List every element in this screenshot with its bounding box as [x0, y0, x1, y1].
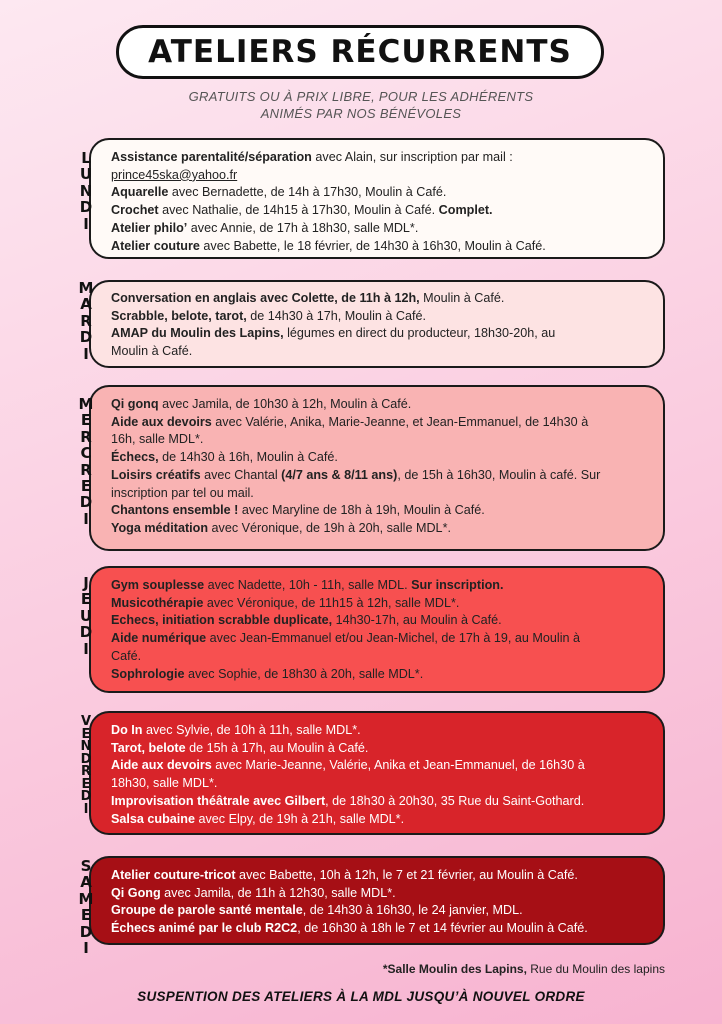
lundi-line	[111, 184, 649, 202]
activity-name: Crochet	[111, 203, 159, 218]
mercredi-line	[111, 502, 649, 520]
day-label-text	[79, 396, 94, 527]
activity-details: 16h, salle MDL*.	[111, 432, 204, 447]
activity-details: avec Maryline de 18h à 19h, Moulin à Café.	[238, 503, 485, 518]
activity-name: Qi gonq	[111, 397, 159, 411]
day-label-letter: R	[80, 764, 91, 779]
activity-details: , de 15h à 16h30, Moulin à café. Sur	[397, 467, 601, 482]
activity-name: Aide numérique	[111, 631, 207, 646]
day-label-text	[80, 150, 93, 232]
mercredi-line	[111, 431, 649, 449]
day-label-letter: D	[80, 789, 92, 804]
activity-details: avec Marie-Jeanne, Valérie, Anika et Jean-Emmanuel, de 16h30 à	[211, 758, 585, 773]
activity-name: Conversation en anglais avec Colette, de 11h à 12h,	[111, 291, 420, 305]
day-label-letter: D	[79, 493, 93, 512]
day-label-jeudi	[76, 575, 96, 657]
activity-details: avec Nathalie, de 14h15 à 17h30, Moulin à Café.	[158, 203, 439, 218]
activity-details: Moulin à Café.	[419, 291, 505, 305]
mercredi-line	[111, 396, 649, 414]
day-box-mardi	[89, 280, 665, 368]
day-box-vendredi	[89, 711, 665, 835]
mercredi-line	[111, 414, 649, 432]
activity-details: avec Jean-Emmanuel et/ou Jean-Michel, de 17h à 19, au Moulin à	[206, 631, 581, 646]
day-label-mercredi	[76, 396, 96, 527]
lundi-line	[111, 202, 649, 220]
activity-name: Atelier philo’	[111, 220, 188, 235]
lundi-line	[111, 149, 649, 167]
day-label-letter: D	[79, 198, 93, 217]
day-label-letter: I	[83, 509, 89, 528]
day-label-letter: A	[80, 873, 92, 892]
activity-name: Assistance parentalité/séparation	[111, 150, 312, 164]
jeudi-line	[111, 630, 649, 648]
day-label-letter: U	[79, 606, 93, 625]
day-label-letter: J	[83, 574, 89, 592]
day-label-text	[79, 280, 94, 362]
activity-name: Aide aux devoirs	[111, 758, 212, 773]
activity-name: Yoga méditation	[111, 520, 209, 535]
activity-name: Sur inscription.	[411, 578, 504, 592]
day-label-letter: L	[81, 149, 91, 167]
mercredi-line	[111, 467, 649, 485]
mercredi-line	[111, 449, 649, 467]
activity-details: avec Jamila, de 11h à 12h30, salle MDL*.	[160, 885, 396, 900]
activity-name: Complet.	[438, 203, 493, 218]
jeudi-line	[111, 666, 649, 684]
activity-details: avec Nadette, 10h - 11h, salle MDL.	[204, 578, 412, 592]
activity-details: de 14h30 à 17h, Moulin à Café.	[246, 308, 427, 323]
day-label-letter: R	[80, 427, 92, 446]
day-label-lundi	[76, 150, 96, 232]
activity-name: Improvisation théâtrale avec Gilbert	[111, 793, 326, 808]
activity-details: avec Annie, de 17h à 18h30, salle MDL*.	[187, 220, 419, 235]
samedi-line	[111, 867, 649, 885]
day-label-letter: I	[83, 214, 89, 233]
day-label-letter: N	[80, 739, 92, 754]
activity-name: Gym souplesse	[111, 578, 205, 592]
day-label-mardi	[76, 280, 96, 362]
day-box-jeudi	[89, 566, 665, 693]
activity-details: avec Jamila, de 10h30 à 12h, Moulin à Café.	[158, 397, 412, 411]
activity-details: avec Babette, 10h à 12h, le 7 et 21 février, au Moulin à Café.	[235, 868, 578, 882]
day-label-letter: E	[80, 906, 92, 925]
footnote	[383, 962, 665, 976]
day-box-lundi	[89, 138, 665, 259]
activity-name: Échecs animé par le club R2C2	[111, 921, 298, 936]
vendredi-line	[111, 793, 649, 811]
activity-name: Scrabble, belote, tarot,	[111, 308, 247, 323]
mercredi-line	[111, 520, 649, 538]
day-label-letter: I	[83, 939, 89, 958]
page-title: ATELIERS RÉCURRENTS	[148, 34, 572, 70]
day-label-letter: M	[78, 279, 94, 297]
day-label-letter: C	[80, 444, 92, 463]
day-label-letter: I	[83, 801, 89, 817]
activity-details: Café.	[111, 648, 142, 663]
day-label-text	[80, 575, 92, 657]
activity-name: Groupe de parole santé mentale	[111, 903, 303, 918]
subtitle-line-2: ANIMÉS PAR NOS BÉNÉVOLES	[260, 106, 462, 121]
activity-details: avec Sophie, de 18h30 à 20h, salle MDL*.	[184, 666, 424, 681]
day-label-letter: S	[80, 857, 92, 875]
jeudi-line	[111, 648, 649, 666]
day-label-letter: M	[78, 889, 94, 908]
activity-details: , de 14h30 à 16h30, le 24 janvier, MDL.	[302, 903, 523, 918]
jeudi-line	[111, 577, 649, 595]
activity-details: avec Véronique, de 19h à 20h, salle MDL*.	[208, 520, 451, 535]
day-label-letter: U	[79, 165, 93, 184]
activity-details: avec Valérie, Anika, Marie-Jeanne, et Jean-Emmanuel, de 14h30 à	[211, 414, 589, 429]
vendredi-line	[111, 722, 649, 740]
day-box-samedi	[89, 856, 665, 945]
vendredi-line	[111, 811, 649, 829]
activity-details: avec Sylvie, de 10h à 11h, salle MDL*.	[142, 723, 361, 737]
activity-details: , de 18h30 à 20h30, 35 Rue du Saint-Gothard.	[325, 793, 585, 808]
activity-name: Loisirs créatifs	[111, 467, 201, 482]
mardi-line	[111, 343, 649, 361]
day-label-letter: A	[80, 295, 92, 314]
day-label-letter: I	[83, 344, 89, 363]
samedi-line	[111, 920, 649, 938]
day-label-letter: D	[79, 328, 93, 347]
footnote-text: Rue du Moulin des lapins	[526, 962, 665, 976]
activity-name: Do In	[111, 723, 143, 737]
day-label-letter: D	[79, 922, 93, 941]
day-label-text	[79, 858, 94, 956]
activity-details: avec Alain, sur inscription par mail :	[311, 150, 513, 164]
jeudi-line	[111, 612, 649, 630]
activity-name: Sophrologie	[111, 666, 185, 681]
day-label-text	[81, 716, 92, 816]
day-label-letter: D	[80, 751, 92, 767]
day-label-letter: R	[80, 460, 92, 479]
day-label-letter: E	[80, 590, 92, 609]
day-label-letter: E	[80, 411, 92, 430]
activity-details: Moulin à Café.	[111, 344, 193, 359]
email-link[interactable]: prince45ska@yahoo.fr	[111, 167, 238, 182]
day-box-mercredi	[89, 385, 665, 551]
activity-details: avec Babette, le 18 février, de 14h30 à 16h30, Moulin à Café.	[199, 238, 546, 253]
mardi-line	[111, 325, 649, 343]
day-label-letter: N	[79, 181, 93, 200]
activity-name: (4/7 ans & 8/11 ans)	[281, 467, 398, 482]
activity-name: Musicothérapie	[111, 595, 204, 610]
title-banner	[116, 25, 604, 79]
day-label-letter: E	[81, 726, 91, 742]
activity-name: Chantons ensemble !	[111, 503, 239, 518]
mardi-line	[111, 308, 649, 326]
activity-details: légumes en direct du producteur, 18h30-20h, au	[283, 326, 556, 341]
day-label-letter: E	[80, 477, 92, 496]
activity-details: avec Bernadette, de 14h à 17h30, Moulin à Café.	[168, 185, 447, 200]
activity-name: Tarot, belote	[111, 740, 186, 755]
activity-details: de 15h à 17h, au Moulin à Café.	[185, 740, 369, 755]
activity-name: Atelier couture-tricot	[111, 868, 236, 882]
lundi-line	[111, 238, 649, 256]
activity-name: Salsa cubaine	[111, 811, 195, 826]
day-label-letter: I	[83, 639, 89, 658]
activity-details: inscription par tel ou mail.	[111, 485, 254, 500]
footer-notice: SUSPENTION DES ATELIERS À LA MDL JUSQU’À NOUVEL ORDRE	[137, 989, 585, 1004]
footnote-bold: *Salle Moulin des Lapins,	[382, 962, 527, 976]
activity-name: Échecs,	[111, 450, 159, 465]
activity-name: AMAP du Moulin des Lapins,	[111, 326, 284, 341]
activity-name: Aide aux devoirs	[111, 414, 212, 429]
samedi-line	[111, 885, 649, 903]
mercredi-line	[111, 485, 649, 503]
day-label-letter: M	[78, 395, 94, 413]
day-label-letter: V	[80, 714, 92, 729]
subtitle-line-1: GRATUITS OU À PRIX LIBRE, POUR LES ADHÉRENTS	[188, 89, 534, 104]
lundi-line	[111, 220, 649, 238]
activity-details: , de 16h30 à 18h le 7 et 14 février au Moulin à Café.	[297, 921, 588, 936]
activity-details: avec Véronique, de 11h15 à 12h, salle MDL*.	[203, 595, 460, 610]
vendredi-line	[111, 757, 649, 775]
activity-details: 14h30-17h, au Moulin à Café.	[332, 613, 502, 628]
activity-name: Echecs, initiation scrabble duplicate,	[111, 613, 333, 628]
activity-details: avec Chantal	[200, 467, 282, 482]
vendredi-line	[111, 775, 649, 793]
samedi-line	[111, 902, 649, 920]
day-label-samedi	[76, 858, 96, 956]
day-label-vendredi	[76, 716, 96, 816]
activity-details: avec Elpy, de 19h à 21h, salle MDL*.	[195, 811, 405, 826]
activity-name: Qi Gong	[111, 885, 161, 900]
activity-name: Atelier couture	[111, 238, 200, 253]
jeudi-line	[111, 595, 649, 613]
day-label-letter: D	[79, 623, 93, 642]
day-label-letter: E	[81, 776, 91, 792]
activity-name: Aquarelle	[111, 185, 169, 200]
activity-details: de 14h30 à 16h, Moulin à Café.	[158, 450, 338, 465]
lundi-line	[111, 167, 649, 185]
mardi-line	[111, 290, 649, 308]
day-label-letter: R	[80, 311, 92, 330]
activity-details: 18h30, salle MDL*.	[111, 776, 218, 791]
vendredi-line	[111, 740, 649, 758]
